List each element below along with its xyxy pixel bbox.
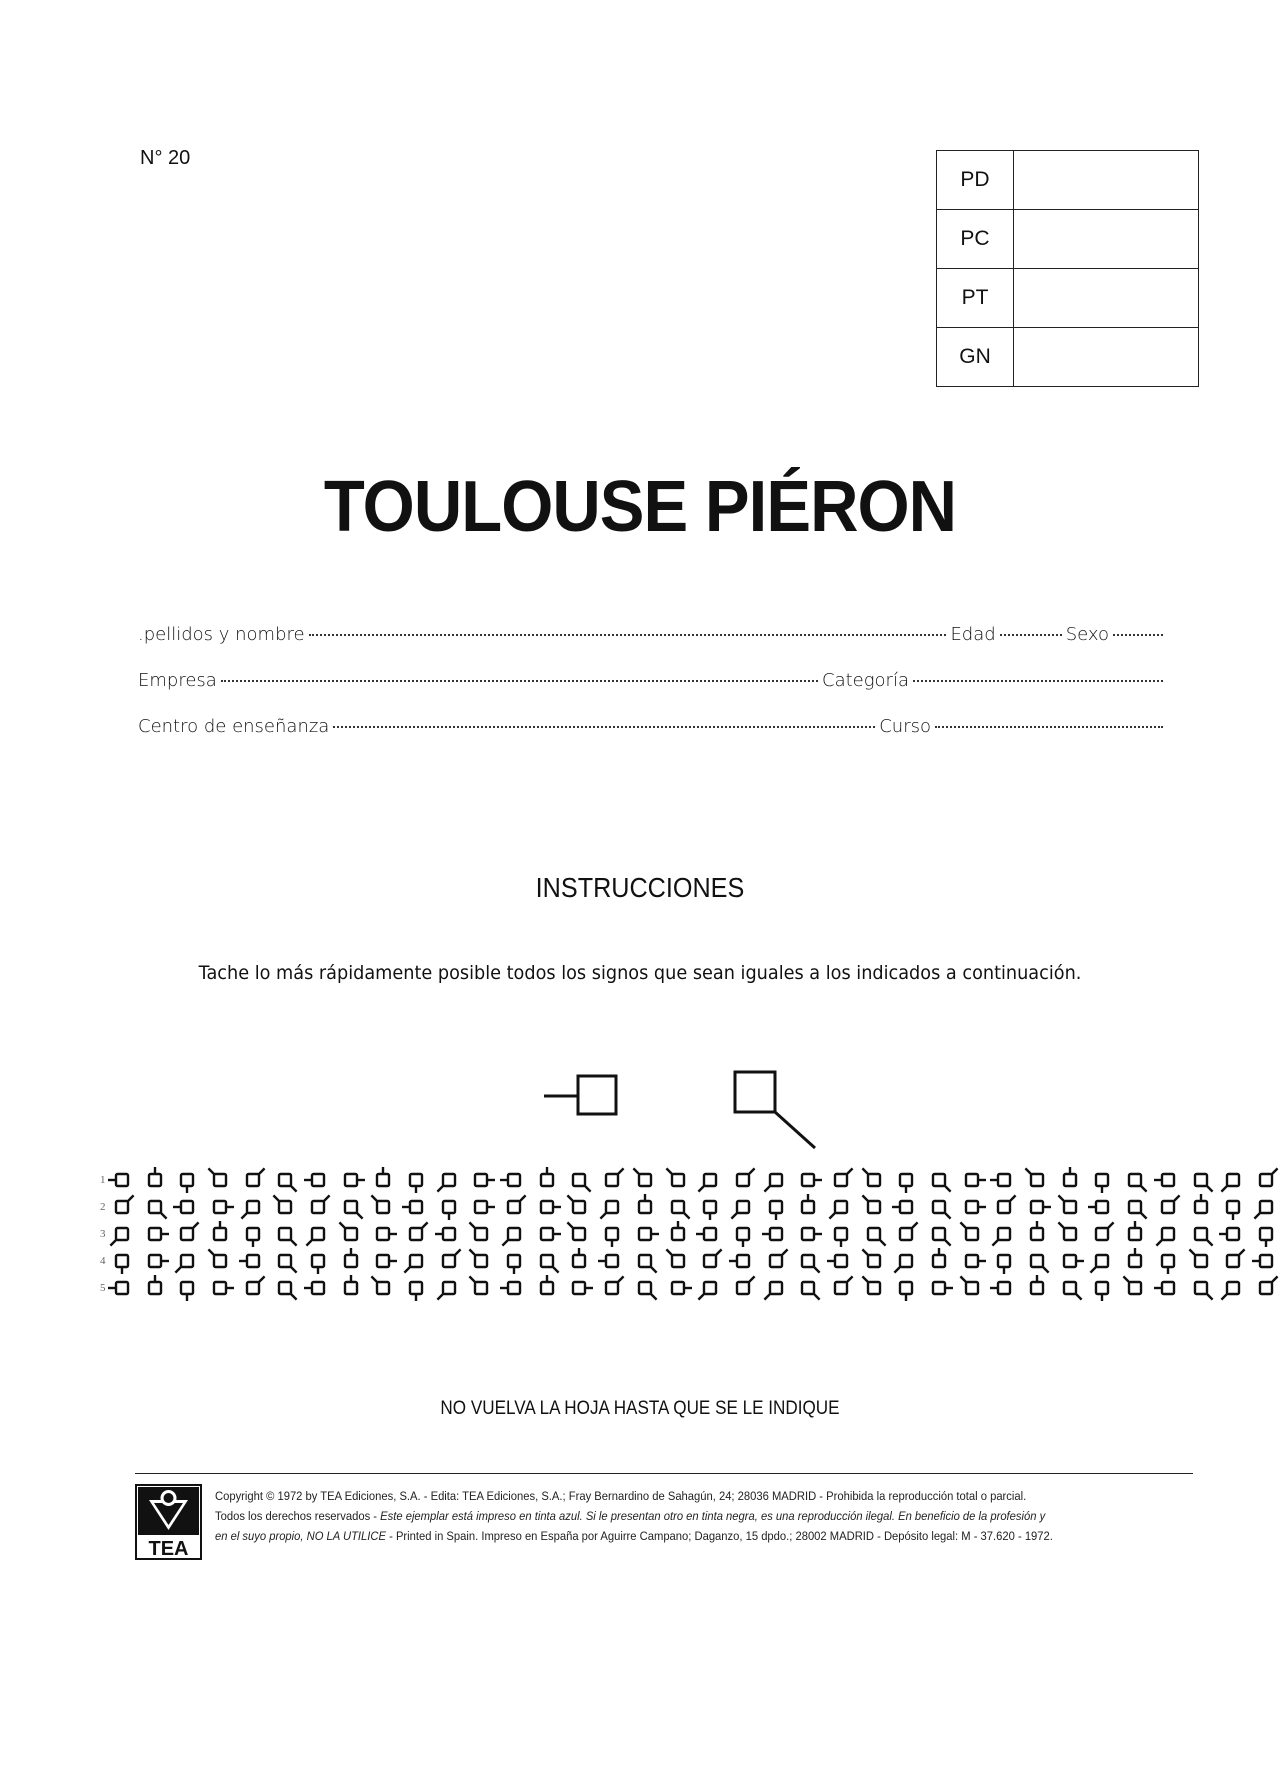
- symbol-stroke-down-right-icon[interactable]: [629, 1275, 662, 1301]
- symbol-stroke-down-icon[interactable]: [1152, 1248, 1185, 1274]
- school-label: Centro de enseñanza: [138, 716, 330, 737]
- symbol-stroke-down-icon[interactable]: [825, 1221, 858, 1247]
- symbol-stroke-down-right-icon[interactable]: [1184, 1221, 1217, 1247]
- tea-logo-icon: [135, 1484, 202, 1560]
- symbol-stroke-up-left-icon[interactable]: [334, 1221, 367, 1247]
- symbol-row: [100, 1274, 1230, 1301]
- symbol-stroke-up-left-icon[interactable]: [465, 1221, 498, 1247]
- symbol-stroke-down-left-icon[interactable]: [825, 1194, 858, 1220]
- symbol-stroke-down-left-icon[interactable]: [432, 1167, 465, 1193]
- symbol-stroke-left-icon[interactable]: [236, 1248, 269, 1274]
- category-field[interactable]: [913, 680, 1163, 682]
- score-label: PD: [937, 151, 1014, 210]
- age-label: Edad: [950, 624, 996, 645]
- score-label: PT: [937, 269, 1014, 328]
- symbol-stroke-up-icon[interactable]: [530, 1275, 563, 1301]
- score-row-pd: [937, 151, 1199, 210]
- symbol-stroke-right-icon[interactable]: [955, 1167, 988, 1193]
- symbol-stroke-left-icon[interactable]: [1086, 1194, 1119, 1220]
- symbol-stroke-left-icon[interactable]: [1250, 1248, 1280, 1274]
- symbol-stroke-left-icon[interactable]: [825, 1248, 858, 1274]
- symbol-stroke-down-icon[interactable]: [400, 1275, 433, 1301]
- symbol-stroke-up-right-icon[interactable]: [1086, 1221, 1119, 1247]
- symbol-stroke-down-left-icon[interactable]: [171, 1248, 204, 1274]
- symbol-stroke-down-icon[interactable]: [1086, 1167, 1119, 1193]
- symbol-stroke-right-icon[interactable]: [204, 1275, 237, 1301]
- symbol-stroke-right-icon[interactable]: [661, 1275, 694, 1301]
- symbol-stroke-left-icon[interactable]: [498, 1167, 531, 1193]
- symbol-stroke-left-icon[interactable]: [727, 1248, 760, 1274]
- symbol-stroke-up-left-icon[interactable]: [1119, 1275, 1152, 1301]
- symbol-stroke-up-right-icon[interactable]: [171, 1221, 204, 1247]
- symbol-stroke-up-right-icon[interactable]: [727, 1275, 760, 1301]
- symbol-stroke-left-icon[interactable]: [498, 1275, 531, 1301]
- score-value-gn[interactable]: [1014, 328, 1199, 387]
- symbol-stroke-up-right-icon[interactable]: [727, 1167, 760, 1193]
- symbol-stroke-up-icon[interactable]: [661, 1221, 694, 1247]
- symbol-row: [100, 1247, 1230, 1274]
- symbol-stroke-up-left-icon[interactable]: [563, 1194, 596, 1220]
- category-label: Categoría: [822, 670, 909, 691]
- symbol-stroke-left-icon[interactable]: [1217, 1221, 1250, 1247]
- symbol-stroke-right-icon[interactable]: [204, 1194, 237, 1220]
- symbol-stroke-left-icon[interactable]: [171, 1194, 204, 1220]
- row-number: 4: [100, 1254, 106, 1267]
- symbol-stroke-left-icon[interactable]: [988, 1275, 1021, 1301]
- symbol-stroke-down-right-icon[interactable]: [629, 1248, 662, 1274]
- field-row-name: [138, 624, 1163, 645]
- symbol-stroke-down-right-icon[interactable]: [661, 1194, 694, 1220]
- symbol-stroke-down-icon[interactable]: [432, 1194, 465, 1220]
- symbol-stroke-left-icon[interactable]: [596, 1248, 629, 1274]
- symbol-stroke-right-icon[interactable]: [465, 1194, 498, 1220]
- symbol-stroke-up-right-icon[interactable]: [432, 1248, 465, 1274]
- symbol-stroke-up-left-icon[interactable]: [465, 1275, 498, 1301]
- symbol-stroke-down-icon[interactable]: [400, 1167, 433, 1193]
- symbol-stroke-left-icon[interactable]: [106, 1167, 139, 1193]
- symbol-stroke-down-icon[interactable]: [1217, 1194, 1250, 1220]
- symbol-stroke-up-icon[interactable]: [334, 1248, 367, 1274]
- symbol-stroke-up-right-icon[interactable]: [825, 1167, 858, 1193]
- symbol-stroke-down-icon[interactable]: [890, 1275, 923, 1301]
- symbol-stroke-down-left-icon[interactable]: [302, 1221, 335, 1247]
- symbol-stroke-up-icon[interactable]: [204, 1221, 237, 1247]
- symbol-stroke-down-right-icon[interactable]: [138, 1194, 171, 1220]
- symbol-stroke-up-icon[interactable]: [138, 1167, 171, 1193]
- symbol-stroke-left-icon[interactable]: [759, 1221, 792, 1247]
- name-label: .pellidos y nombre: [138, 624, 305, 645]
- score-value-pt[interactable]: [1014, 269, 1199, 328]
- symbol-stroke-up-right-icon[interactable]: [596, 1275, 629, 1301]
- score-row-gn: [937, 328, 1199, 387]
- symbol-stroke-down-left-icon[interactable]: [759, 1275, 792, 1301]
- instructions-heading: INSTRUCCIONES: [535, 872, 745, 903]
- symbol-stroke-up-left-icon[interactable]: [629, 1167, 662, 1193]
- symbol-stroke-up-icon[interactable]: [1184, 1194, 1217, 1220]
- symbol-stroke-up-left-icon[interactable]: [1053, 1221, 1086, 1247]
- name-field[interactable]: [309, 634, 947, 636]
- symbol-stroke-up-icon[interactable]: [1021, 1221, 1054, 1247]
- symbol-stroke-down-left-icon[interactable]: [694, 1275, 727, 1301]
- symbol-stroke-right-icon[interactable]: [792, 1221, 825, 1247]
- symbol-stroke-right-icon[interactable]: [367, 1221, 400, 1247]
- symbol-stroke-up-icon[interactable]: [1053, 1167, 1086, 1193]
- symbol-stroke-up-icon[interactable]: [1119, 1221, 1152, 1247]
- symbol-stroke-down-icon[interactable]: [1086, 1275, 1119, 1301]
- symbol-stroke-down-left-icon[interactable]: [432, 1275, 465, 1301]
- school-field[interactable]: [333, 726, 875, 728]
- symbol-stroke-left-icon[interactable]: [890, 1194, 923, 1220]
- symbol-stroke-down-right-icon[interactable]: [792, 1248, 825, 1274]
- form-number: N° 20: [140, 147, 191, 169]
- symbol-stroke-up-right-icon[interactable]: [1250, 1167, 1280, 1193]
- symbol-stroke-left-icon[interactable]: [106, 1275, 139, 1301]
- symbol-stroke-down-right-icon[interactable]: [1053, 1275, 1086, 1301]
- symbol-stroke-down-right-icon[interactable]: [269, 1167, 302, 1193]
- symbol-grid: [100, 1166, 1230, 1301]
- symbol-stroke-up-icon[interactable]: [563, 1248, 596, 1274]
- model-symbols-icon: [540, 1060, 840, 1150]
- symbol-stroke-down-left-icon[interactable]: [236, 1194, 269, 1220]
- symbol-stroke-down-right-icon[interactable]: [923, 1221, 956, 1247]
- symbol-stroke-down-icon[interactable]: [106, 1248, 139, 1274]
- symbol-stroke-right-icon[interactable]: [465, 1167, 498, 1193]
- symbol-stroke-up-left-icon[interactable]: [204, 1167, 237, 1193]
- symbol-stroke-right-icon[interactable]: [629, 1221, 662, 1247]
- symbol-stroke-right-icon[interactable]: [530, 1194, 563, 1220]
- symbol-stroke-up-left-icon[interactable]: [204, 1248, 237, 1274]
- symbol-stroke-right-icon[interactable]: [138, 1248, 171, 1274]
- symbol-stroke-up-left-icon[interactable]: [1184, 1248, 1217, 1274]
- symbol-stroke-up-left-icon[interactable]: [269, 1194, 302, 1220]
- symbol-stroke-down-left-icon[interactable]: [596, 1194, 629, 1220]
- symbol-stroke-up-left-icon[interactable]: [955, 1221, 988, 1247]
- score-row-pc: [937, 210, 1199, 269]
- symbol-stroke-down-left-icon[interactable]: [498, 1221, 531, 1247]
- score-row-pt: [937, 269, 1199, 328]
- instructions-text: Tache lo más rápidamente posible todos los signos que sean iguales a los indicados a continuación.: [198, 962, 1082, 984]
- symbol-stroke-right-icon[interactable]: [1053, 1248, 1086, 1274]
- symbol-stroke-down-icon[interactable]: [727, 1221, 760, 1247]
- symbol-stroke-up-left-icon[interactable]: [367, 1275, 400, 1301]
- symbol-stroke-down-left-icon[interactable]: [694, 1167, 727, 1193]
- field-row-company: [138, 670, 1163, 691]
- symbol-stroke-up-right-icon[interactable]: [106, 1194, 139, 1220]
- symbol-stroke-up-right-icon[interactable]: [400, 1221, 433, 1247]
- symbol-stroke-down-left-icon[interactable]: [759, 1167, 792, 1193]
- symbol-stroke-up-right-icon[interactable]: [1152, 1194, 1185, 1220]
- symbol-stroke-up-right-icon[interactable]: [596, 1167, 629, 1193]
- row-number: 2: [100, 1200, 106, 1213]
- symbol-stroke-up-icon[interactable]: [923, 1248, 956, 1274]
- symbol-row: [100, 1166, 1230, 1193]
- symbol-stroke-down-icon[interactable]: [302, 1248, 335, 1274]
- symbol-stroke-down-icon[interactable]: [890, 1167, 923, 1193]
- footer-divider: [135, 1473, 1193, 1474]
- symbol-stroke-down-left-icon[interactable]: [400, 1248, 433, 1274]
- symbol-stroke-up-right-icon[interactable]: [498, 1194, 531, 1220]
- symbol-stroke-down-left-icon[interactable]: [1250, 1194, 1280, 1220]
- symbol-stroke-down-left-icon[interactable]: [1217, 1167, 1250, 1193]
- symbol-stroke-up-icon[interactable]: [138, 1275, 171, 1301]
- company-label: Empresa: [138, 670, 217, 691]
- symbol-stroke-down-left-icon[interactable]: [1086, 1248, 1119, 1274]
- symbol-stroke-up-right-icon[interactable]: [236, 1167, 269, 1193]
- sex-field[interactable]: [1113, 634, 1163, 636]
- score-value-pd[interactable]: [1014, 151, 1199, 210]
- symbol-stroke-right-icon[interactable]: [955, 1194, 988, 1220]
- copyright-line-2: Todos los derechos reservados - Este ejemplar está impreso en tinta azul. Si le presentan otro en tinta negra, es una reproducción ilegal. En beneficio de la profesión y: [215, 1509, 1046, 1523]
- symbol-stroke-down-icon[interactable]: [596, 1221, 629, 1247]
- symbol-stroke-up-left-icon[interactable]: [367, 1194, 400, 1220]
- copyright-line-3: en el suyo propio, NO LA UTILICE - Printed in Spain. Impreso en España por Aguirre Campano; Daganzo, 15 dpdo.; 28002 MADRID - Depósito legal: M - 37.620 - 1972.: [215, 1529, 1053, 1543]
- sex-label: Sexo: [1065, 624, 1109, 645]
- symbol-stroke-right-icon[interactable]: [923, 1275, 956, 1301]
- symbol-stroke-right-icon[interactable]: [138, 1221, 171, 1247]
- symbol-stroke-up-right-icon[interactable]: [759, 1248, 792, 1274]
- symbol-stroke-down-icon[interactable]: [694, 1194, 727, 1220]
- symbol-stroke-down-right-icon[interactable]: [269, 1248, 302, 1274]
- symbol-stroke-left-icon[interactable]: [1152, 1167, 1185, 1193]
- symbol-stroke-up-left-icon[interactable]: [661, 1248, 694, 1274]
- symbol-stroke-up-right-icon[interactable]: [236, 1275, 269, 1301]
- symbol-stroke-down-icon[interactable]: [171, 1167, 204, 1193]
- symbol-stroke-down-right-icon[interactable]: [923, 1167, 956, 1193]
- course-label: Curso: [879, 716, 931, 737]
- symbol-stroke-up-left-icon[interactable]: [661, 1167, 694, 1193]
- score-table: [936, 150, 1199, 387]
- symbol-stroke-right-icon[interactable]: [334, 1167, 367, 1193]
- score-value-pc[interactable]: [1014, 210, 1199, 269]
- symbol-stroke-up-right-icon[interactable]: [694, 1248, 727, 1274]
- svg-text:TEA: TEA: [148, 1538, 189, 1560]
- symbol-stroke-right-icon[interactable]: [1021, 1194, 1054, 1220]
- symbol-stroke-up-left-icon[interactable]: [857, 1167, 890, 1193]
- symbol-stroke-up-icon[interactable]: [1119, 1248, 1152, 1274]
- symbol-stroke-up-icon[interactable]: [334, 1275, 367, 1301]
- symbol-stroke-up-icon[interactable]: [367, 1167, 400, 1193]
- field-row-school: [138, 716, 1163, 737]
- symbol-stroke-down-left-icon[interactable]: [1217, 1275, 1250, 1301]
- row-number: 5: [100, 1281, 106, 1294]
- symbol-stroke-left-icon[interactable]: [1152, 1275, 1185, 1301]
- copyright-line-1: Copyright © 1972 by TEA Ediciones, S.A. - Edita: TEA Ediciones, S.A.; Fray Bernardino de Sahagún, 24; 28036 MADRID - Prohibida la reproducción total o parcial.: [215, 1489, 1027, 1503]
- symbol-stroke-up-left-icon[interactable]: [563, 1221, 596, 1247]
- symbol-stroke-down-right-icon[interactable]: [792, 1275, 825, 1301]
- symbol-stroke-down-right-icon[interactable]: [563, 1167, 596, 1193]
- symbol-stroke-up-left-icon[interactable]: [857, 1248, 890, 1274]
- symbol-stroke-down-right-icon[interactable]: [334, 1194, 367, 1220]
- symbol-stroke-left-icon[interactable]: [432, 1221, 465, 1247]
- tea-logo: [135, 1484, 202, 1560]
- symbol-stroke-up-right-icon[interactable]: [302, 1194, 335, 1220]
- symbol-stroke-up-right-icon[interactable]: [1250, 1275, 1280, 1301]
- symbol-stroke-right-icon[interactable]: [530, 1221, 563, 1247]
- symbol-stroke-down-right-icon[interactable]: [269, 1221, 302, 1247]
- symbol-stroke-down-icon[interactable]: [1250, 1221, 1280, 1247]
- symbol-stroke-down-right-icon[interactable]: [1021, 1248, 1054, 1274]
- symbol-stroke-down-right-icon[interactable]: [923, 1194, 956, 1220]
- symbol-stroke-down-icon[interactable]: [988, 1248, 1021, 1274]
- symbol-stroke-down-right-icon[interactable]: [857, 1221, 890, 1247]
- symbol-stroke-down-right-icon[interactable]: [1184, 1167, 1217, 1193]
- symbol-row: [100, 1220, 1230, 1247]
- symbol-stroke-down-left-icon[interactable]: [727, 1194, 760, 1220]
- symbol-stroke-left-icon[interactable]: [694, 1221, 727, 1247]
- symbol-stroke-down-left-icon[interactable]: [890, 1248, 923, 1274]
- symbol-stroke-left-icon[interactable]: [302, 1167, 335, 1193]
- score-label: PC: [937, 210, 1014, 269]
- symbol-stroke-up-icon[interactable]: [792, 1194, 825, 1220]
- symbol-stroke-down-icon[interactable]: [498, 1248, 531, 1274]
- symbol-stroke-right-icon[interactable]: [792, 1167, 825, 1193]
- copyright-text: [215, 1486, 1117, 1546]
- row-number: 1: [100, 1173, 106, 1186]
- symbol-stroke-down-icon[interactable]: [236, 1221, 269, 1247]
- symbol-stroke-up-right-icon[interactable]: [825, 1275, 858, 1301]
- symbol-stroke-left-icon[interactable]: [988, 1167, 1021, 1193]
- symbol-stroke-up-left-icon[interactable]: [857, 1275, 890, 1301]
- symbol-stroke-down-right-icon[interactable]: [1119, 1194, 1152, 1220]
- symbol-stroke-up-left-icon[interactable]: [857, 1194, 890, 1220]
- symbol-stroke-up-icon[interactable]: [1021, 1275, 1054, 1301]
- symbol-stroke-left-icon[interactable]: [302, 1275, 335, 1301]
- symbol-stroke-up-left-icon[interactable]: [1053, 1194, 1086, 1220]
- company-field[interactable]: [221, 680, 818, 682]
- symbol-stroke-up-left-icon[interactable]: [955, 1275, 988, 1301]
- page-title: TOULOUSE PIÉRON: [323, 467, 957, 547]
- symbol-stroke-up-icon[interactable]: [530, 1167, 563, 1193]
- symbol-stroke-up-icon[interactable]: [629, 1194, 662, 1220]
- symbol-stroke-down-icon[interactable]: [171, 1275, 204, 1301]
- symbol-stroke-down-right-icon[interactable]: [1119, 1167, 1152, 1193]
- symbol-stroke-right-icon[interactable]: [563, 1275, 596, 1301]
- symbol-stroke-right-icon[interactable]: [955, 1248, 988, 1274]
- symbol-stroke-down-right-icon[interactable]: [269, 1275, 302, 1301]
- symbol-stroke-down-left-icon[interactable]: [988, 1221, 1021, 1247]
- symbol-stroke-down-left-icon[interactable]: [106, 1221, 139, 1247]
- warning-text: NO VUELVA LA HOJA HASTA QUE SE LE INDIQUE: [440, 1398, 840, 1419]
- course-field[interactable]: [935, 726, 1163, 728]
- symbol-stroke-down-icon[interactable]: [759, 1194, 792, 1220]
- symbol-stroke-left-icon[interactable]: [400, 1194, 433, 1220]
- model-symbols: [540, 1060, 840, 1154]
- symbol-stroke-down-left-icon[interactable]: [1152, 1221, 1185, 1247]
- symbol-row: [100, 1193, 1230, 1220]
- symbol-stroke-down-right-icon[interactable]: [530, 1248, 563, 1274]
- symbol-stroke-up-left-icon[interactable]: [465, 1248, 498, 1274]
- symbol-stroke-down-right-icon[interactable]: [1184, 1275, 1217, 1301]
- symbol-stroke-right-icon[interactable]: [367, 1248, 400, 1274]
- symbol-stroke-up-left-icon[interactable]: [1021, 1167, 1054, 1193]
- symbol-stroke-up-right-icon[interactable]: [988, 1194, 1021, 1220]
- symbol-stroke-up-right-icon[interactable]: [1217, 1248, 1250, 1274]
- age-field[interactable]: [1000, 634, 1062, 636]
- score-label: GN: [937, 328, 1014, 387]
- symbol-stroke-up-right-icon[interactable]: [890, 1221, 923, 1247]
- row-number: 3: [100, 1227, 106, 1240]
